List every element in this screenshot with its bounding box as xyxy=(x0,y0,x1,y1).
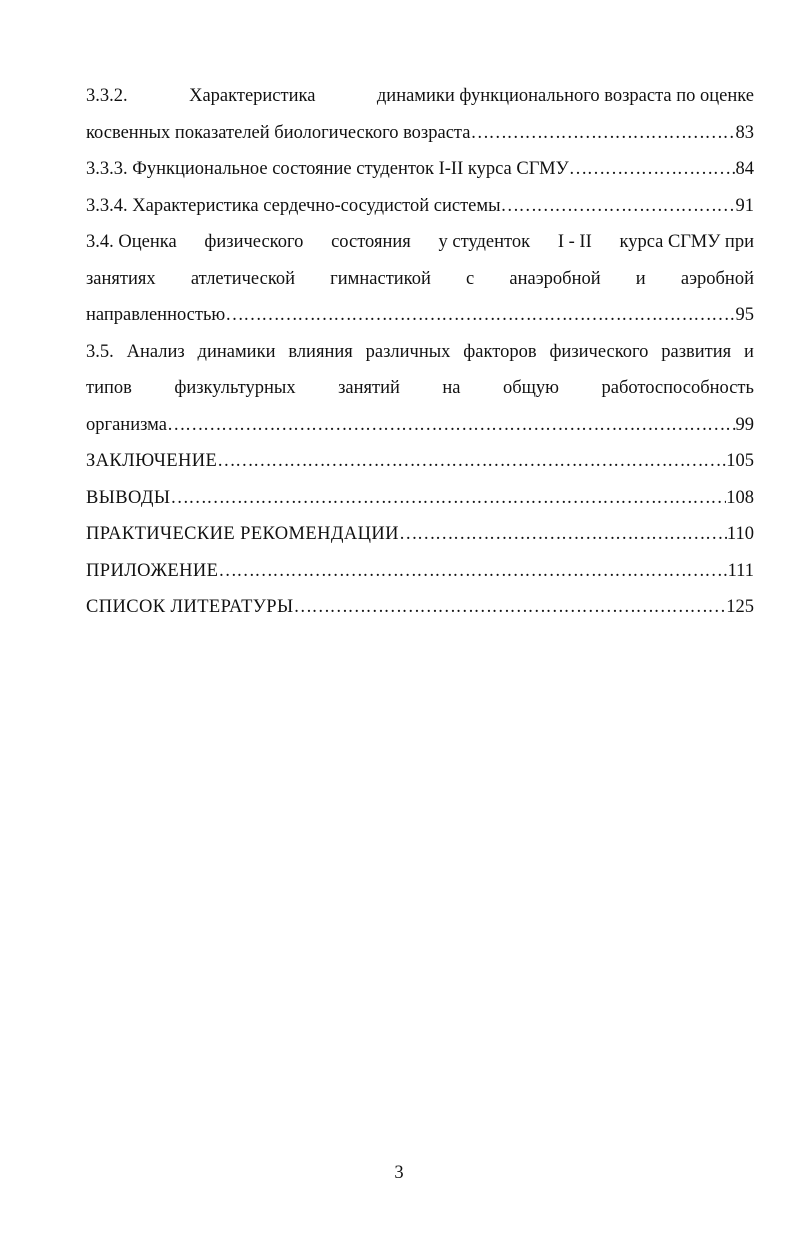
toc-entry-title: ПРАКТИЧЕСКИЕ РЕКОМЕНДАЦИИ xyxy=(86,524,399,544)
toc-word: состояния xyxy=(331,232,411,252)
toc-page-number: 99 xyxy=(735,414,754,435)
toc-leader-dots xyxy=(501,188,736,225)
toc-word: динамики функционального возраста по оценке xyxy=(376,86,754,106)
toc-page-number: 84 xyxy=(735,159,754,179)
toc-word: и xyxy=(744,341,754,362)
toc-entry-title: ВЫВОДЫ xyxy=(86,487,171,508)
toc-word: Анализ xyxy=(126,341,185,362)
toc-entry-title: организма xyxy=(86,414,167,435)
toc-leader-dots xyxy=(170,480,726,517)
toc-leader-dots xyxy=(225,297,735,334)
toc-entry-appendix[interactable] xyxy=(86,553,754,590)
toc-word: работоспособность xyxy=(601,378,754,398)
toc-entry-3-3-2-line-2[interactable] xyxy=(86,115,754,152)
toc-entry-3-5-line-2 xyxy=(86,370,754,407)
toc-entry-3-5-line-1 xyxy=(86,334,754,371)
toc-word: влияния xyxy=(288,341,353,362)
toc-word: 3.4. Оценка xyxy=(86,232,177,252)
toc-word: общую xyxy=(503,378,559,398)
toc-entry-title: ПРИЛОЖЕНИЕ xyxy=(86,560,219,581)
toc-entry-title: СПИСОК ЛИТЕРАТУРЫ xyxy=(86,597,294,617)
toc-entry-3-3-4[interactable] xyxy=(86,188,754,225)
toc-word: типов xyxy=(86,378,132,398)
toc-entry-title: 3.3.3. Функциональное состояние студенток I-II курса СГМУ xyxy=(86,159,569,179)
toc-word: физкультурных xyxy=(174,378,296,398)
toc-leader-dots xyxy=(470,115,735,152)
toc-leader-dots xyxy=(399,516,727,553)
toc-entry-3-4-line-1 xyxy=(86,224,754,261)
toc-word: курса СГМУ при xyxy=(619,232,754,252)
toc-page-number: 95 xyxy=(735,305,754,325)
toc-word: различных xyxy=(365,341,451,362)
toc-entry-title: косвенных показателей биологического возраста xyxy=(86,122,471,143)
toc-entry-3-3-2-line-1 xyxy=(86,78,754,115)
toc-word: анаэробной xyxy=(509,268,601,289)
toc-leader-dots xyxy=(569,151,736,188)
toc-word: занятий xyxy=(338,378,400,398)
toc-word: атлетической xyxy=(190,268,296,289)
toc-page-number: 110 xyxy=(726,524,754,544)
toc-entry-title: ЗАКЛЮЧЕНИЕ xyxy=(86,451,218,471)
toc-leader-dots xyxy=(218,553,727,590)
toc-entry-title: 3.3.4. Характеристика сердечно-сосудистой системы xyxy=(86,195,501,216)
toc-entry-3-4-line-2 xyxy=(86,261,754,298)
toc-entry-3-4-line-3[interactable] xyxy=(86,297,754,334)
toc-page-number: 83 xyxy=(735,122,754,143)
toc-leader-dots xyxy=(294,589,727,626)
toc-word: на xyxy=(442,378,461,398)
toc-entry-title: направленностью xyxy=(86,305,226,325)
toc-page-number: 108 xyxy=(726,487,754,508)
toc-page-number: 111 xyxy=(727,560,754,581)
toc-word: физического xyxy=(204,232,304,252)
toc-entry-3-5-line-3[interactable] xyxy=(86,407,754,444)
toc-page-number: 105 xyxy=(726,451,754,471)
toc-entry-3-3-3[interactable] xyxy=(86,151,754,188)
toc-word: гимнастикой xyxy=(330,268,431,289)
toc-entry-conclusion[interactable] xyxy=(86,443,754,480)
toc-entry-recommendations[interactable] xyxy=(86,516,754,553)
toc-word: I - II xyxy=(557,232,592,252)
toc-word: 3.3.2. xyxy=(86,86,128,106)
toc-word: Характеристика xyxy=(189,86,316,106)
toc-word: у студенток xyxy=(438,232,531,252)
toc-word: и xyxy=(635,268,646,289)
toc-word: 3.5. xyxy=(86,341,114,362)
table-of-contents xyxy=(86,78,754,626)
toc-entry-findings[interactable] xyxy=(86,480,754,517)
toc-word: с xyxy=(466,268,475,289)
toc-leader-dots xyxy=(167,407,736,444)
toc-word: развития xyxy=(661,341,732,362)
toc-word: динамики xyxy=(197,341,276,362)
toc-leader-dots xyxy=(217,443,726,480)
toc-word: аэробной xyxy=(680,268,754,289)
page-number: 3 xyxy=(394,1163,404,1183)
toc-entry-references[interactable] xyxy=(86,589,754,626)
toc-page-number: 125 xyxy=(726,597,754,617)
toc-page-number: 91 xyxy=(735,195,754,216)
toc-word: физического xyxy=(549,341,649,362)
toc-word: факторов xyxy=(463,341,537,362)
toc-word: занятиях xyxy=(86,268,156,289)
